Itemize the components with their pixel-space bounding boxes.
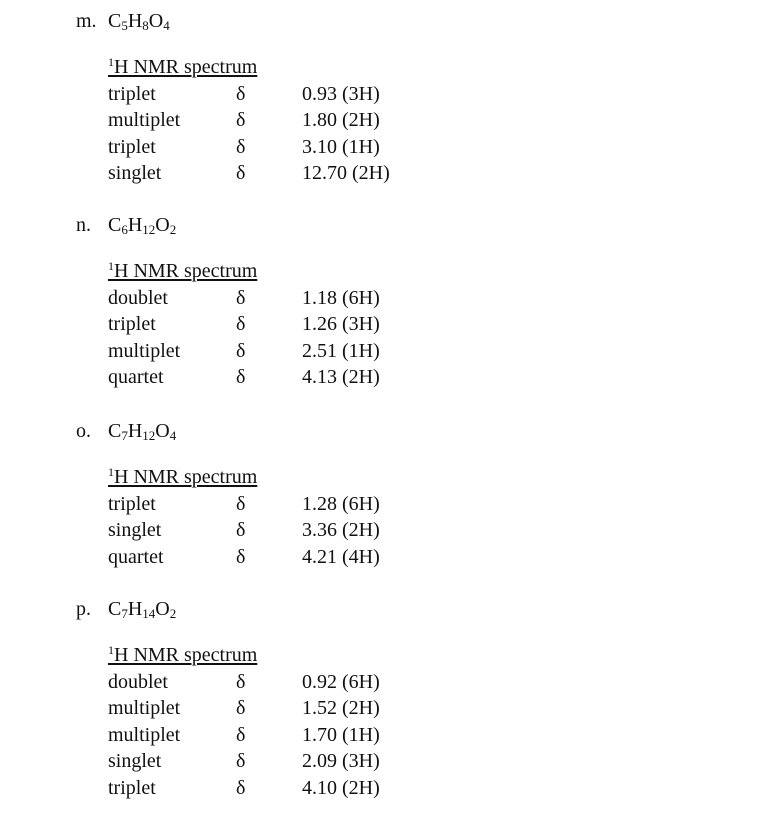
formula-element: C bbox=[108, 214, 122, 236]
peak-row bbox=[108, 311, 442, 338]
spectrum-label: H NMR spectrum bbox=[114, 644, 258, 666]
peak-row bbox=[108, 748, 442, 775]
delta-symbol: δ bbox=[236, 519, 246, 541]
formula-element: C bbox=[108, 598, 122, 620]
problem-letter: o. bbox=[76, 420, 91, 442]
formula-count: 14 bbox=[142, 606, 156, 621]
peak-multiplicity: multiplet bbox=[108, 723, 181, 746]
peak-row bbox=[108, 134, 442, 161]
isotope-superscript: 1 bbox=[108, 643, 114, 657]
problem-header bbox=[76, 596, 676, 622]
delta-symbol: δ bbox=[236, 697, 246, 719]
chemical-shift: 4.21 (4H) bbox=[302, 545, 380, 568]
chemical-shift: 1.52 (2H) bbox=[302, 697, 380, 719]
peak-multiplicity: doublet bbox=[108, 286, 168, 309]
spectrum-label: H NMR spectrum bbox=[114, 466, 258, 488]
chemical-shift: 1.70 (1H) bbox=[302, 723, 380, 746]
peak-list bbox=[108, 81, 442, 187]
peak-row bbox=[108, 160, 442, 187]
chemical-shift: 4.13 (2H) bbox=[302, 366, 380, 388]
formula-element: O bbox=[155, 420, 170, 442]
peak-multiplicity: triplet bbox=[108, 776, 156, 799]
peak-multiplicity: quartet bbox=[108, 545, 164, 568]
problem-header bbox=[76, 212, 676, 238]
peak-multiplicity: singlet bbox=[108, 750, 162, 772]
problem-header bbox=[76, 8, 676, 34]
peak-row bbox=[108, 81, 442, 108]
spectrum-title bbox=[108, 464, 257, 490]
peak-multiplicity: singlet bbox=[108, 162, 162, 184]
chemical-shift: 3.36 (2H) bbox=[302, 519, 380, 541]
delta-symbol: δ bbox=[236, 339, 246, 362]
isotope-superscript: 1 bbox=[108, 465, 114, 479]
problem-n bbox=[76, 212, 676, 388]
spectrum-title bbox=[108, 258, 257, 284]
formula-element: O bbox=[155, 214, 170, 236]
chemical-shift: 12.70 (2H) bbox=[302, 162, 390, 184]
molecular-formula bbox=[108, 596, 176, 623]
peak-row bbox=[108, 338, 442, 365]
molecular-formula bbox=[108, 418, 176, 445]
peak-row bbox=[108, 491, 442, 518]
problem-header bbox=[76, 418, 676, 444]
delta-symbol: δ bbox=[236, 135, 246, 158]
formula-count: 7 bbox=[121, 606, 128, 621]
formula-count: 12 bbox=[142, 222, 156, 237]
problem-letter: m. bbox=[76, 10, 97, 32]
peak-list bbox=[108, 491, 442, 571]
peak-list bbox=[108, 669, 442, 802]
delta-symbol: δ bbox=[236, 492, 246, 515]
peak-multiplicity: triplet bbox=[108, 492, 156, 515]
isotope-superscript: 1 bbox=[108, 55, 114, 69]
formula-count: 12 bbox=[142, 428, 156, 443]
isotope-superscript: 1 bbox=[108, 259, 114, 273]
delta-symbol: δ bbox=[236, 286, 246, 309]
delta-symbol: δ bbox=[236, 723, 246, 746]
peak-row bbox=[108, 107, 442, 134]
delta-symbol: δ bbox=[236, 670, 246, 693]
formula-element: C bbox=[108, 10, 122, 32]
chemical-shift: 4.10 (2H) bbox=[302, 776, 380, 799]
spectrum-title bbox=[108, 54, 257, 80]
formula-count: 8 bbox=[142, 18, 149, 33]
spectrum-title bbox=[108, 642, 257, 668]
molecular-formula bbox=[108, 8, 170, 35]
delta-symbol: δ bbox=[236, 313, 246, 335]
peak-list bbox=[108, 285, 442, 391]
problem-letter: p. bbox=[76, 598, 91, 620]
formula-element: H bbox=[127, 598, 143, 620]
chemical-shift: 3.10 (1H) bbox=[302, 135, 380, 158]
peak-multiplicity: multiplet bbox=[108, 697, 181, 719]
peak-multiplicity: triplet bbox=[108, 82, 156, 105]
formula-count: 5 bbox=[121, 18, 128, 33]
delta-symbol: δ bbox=[236, 776, 246, 799]
formula-element: H bbox=[127, 420, 143, 442]
delta-symbol: δ bbox=[236, 366, 246, 388]
formula-element: C bbox=[108, 420, 122, 442]
peak-multiplicity: multiplet bbox=[108, 339, 181, 362]
formula-element: O bbox=[148, 10, 164, 32]
chemical-shift: 1.28 (6H) bbox=[302, 492, 380, 515]
peak-row bbox=[108, 517, 442, 544]
chemical-shift: 1.80 (2H) bbox=[302, 109, 380, 131]
spectrum-label: H NMR spectrum bbox=[114, 56, 258, 78]
peak-row bbox=[108, 669, 442, 696]
peak-row bbox=[108, 722, 442, 749]
peak-multiplicity: singlet bbox=[108, 519, 162, 541]
delta-symbol: δ bbox=[236, 162, 246, 184]
peak-row bbox=[108, 544, 442, 571]
formula-count: 4 bbox=[169, 428, 177, 443]
delta-symbol: δ bbox=[236, 82, 246, 105]
chemical-shift: 0.93 (3H) bbox=[302, 82, 380, 105]
chemical-shift: 0.92 (6H) bbox=[302, 670, 380, 693]
peak-row bbox=[108, 285, 442, 312]
chemical-shift: 1.26 (3H) bbox=[302, 313, 380, 335]
peak-multiplicity: quartet bbox=[108, 366, 164, 388]
formula-element: H bbox=[127, 10, 143, 32]
nmr-spectrum bbox=[108, 54, 442, 187]
peak-multiplicity: doublet bbox=[108, 670, 168, 693]
peak-row bbox=[108, 695, 442, 722]
nmr-spectrum bbox=[108, 258, 442, 391]
nmr-spectrum bbox=[108, 642, 442, 801]
delta-symbol: δ bbox=[236, 750, 246, 772]
spectrum-label: H NMR spectrum bbox=[114, 260, 258, 282]
chemical-shift: 1.18 (6H) bbox=[302, 286, 380, 309]
formula-element: O bbox=[155, 598, 170, 620]
formula-count: 2 bbox=[169, 606, 177, 621]
chemical-shift: 2.51 (1H) bbox=[302, 339, 380, 362]
peak-multiplicity: triplet bbox=[108, 313, 156, 335]
peak-row bbox=[108, 775, 442, 802]
formula-count: 7 bbox=[121, 428, 128, 443]
nmr-spectrum bbox=[108, 464, 442, 570]
problem-m bbox=[76, 8, 676, 184]
peak-row bbox=[108, 364, 442, 391]
formula-count: 6 bbox=[121, 222, 128, 237]
peak-multiplicity: multiplet bbox=[108, 109, 181, 131]
chemical-shift: 2.09 (3H) bbox=[302, 750, 380, 772]
problem-letter: n. bbox=[76, 214, 91, 236]
problem-p bbox=[76, 596, 676, 799]
formula-element: H bbox=[127, 214, 143, 236]
problem-o bbox=[76, 418, 676, 568]
molecular-formula bbox=[108, 212, 176, 239]
delta-symbol: δ bbox=[236, 109, 246, 131]
formula-count: 2 bbox=[169, 222, 177, 237]
formula-count: 4 bbox=[163, 18, 170, 33]
delta-symbol: δ bbox=[236, 545, 246, 568]
peak-multiplicity: triplet bbox=[108, 135, 156, 158]
